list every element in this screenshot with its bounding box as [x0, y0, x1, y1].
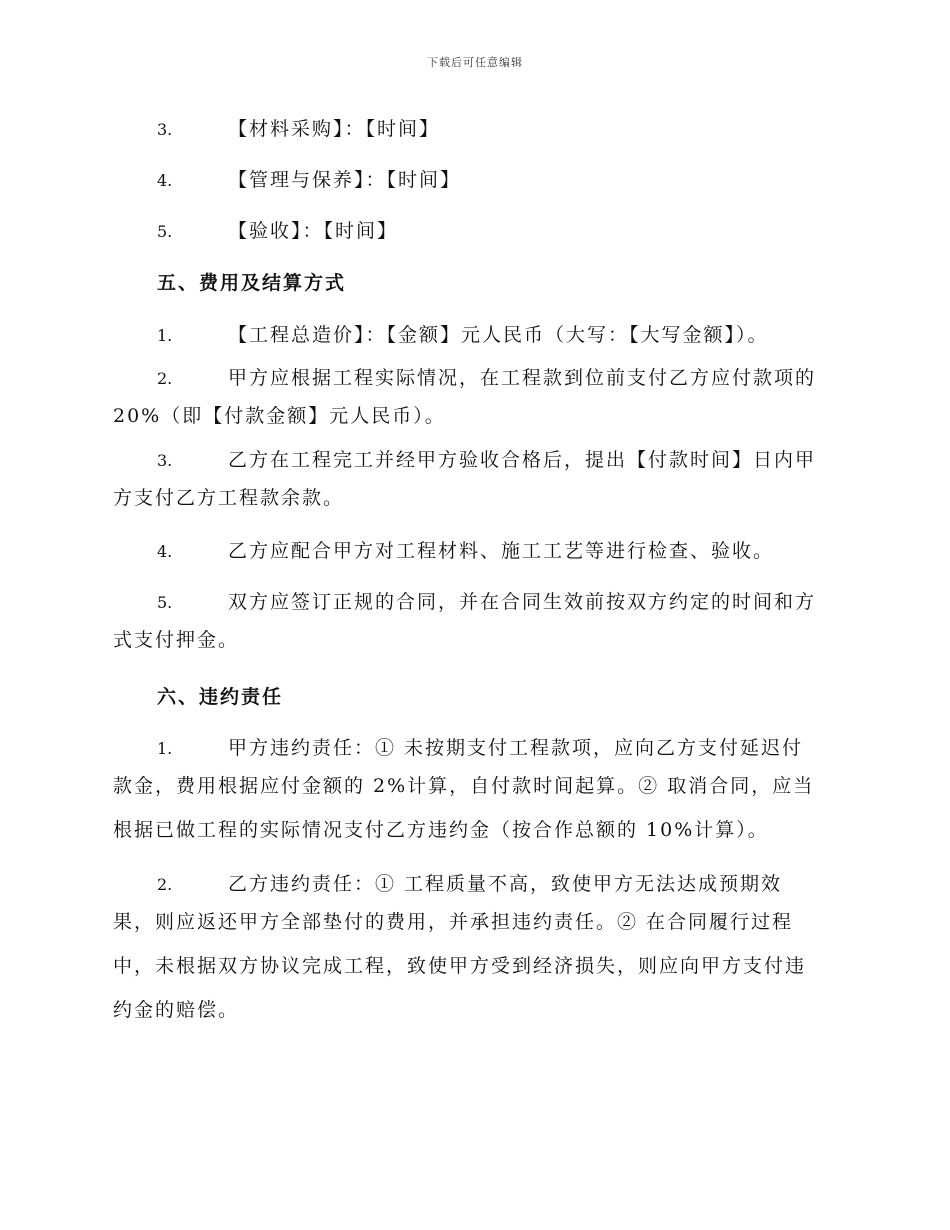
- fee-item: [157, 320, 835, 354]
- item-text: 乙方在工程完工并经甲方验收合格后，提出【付款时间】日内甲: [228, 449, 817, 471]
- schedule-item: [157, 165, 835, 199]
- item-text: 【管理与保养】：【时间】: [228, 169, 462, 191]
- liability-item: [113, 869, 835, 1032]
- item-number: 1.: [157, 739, 173, 758]
- item-text: 【验收】：【时间】: [228, 220, 399, 242]
- item-number: 5.: [157, 593, 173, 612]
- fee-item-first-line: [157, 587, 835, 621]
- item-number: 4.: [157, 171, 173, 190]
- liability-item: [113, 733, 835, 852]
- item-continuation: 约金的赔偿。: [113, 999, 240, 1021]
- item-continuation: 方支付乙方工程款余款。: [113, 487, 345, 509]
- item-continuation: 款金，费用根据应付金额的 2%计算，自付款时间起算。② 取消合同，应当: [113, 775, 815, 797]
- item-text: 双方应签订正规的合同，并在合同生效前按双方约定的时间和方: [228, 591, 817, 613]
- fee-item: [157, 536, 835, 570]
- liability-item-first-line: [157, 869, 835, 903]
- item-number: 5.: [157, 222, 173, 241]
- item-text: 【工程总造价】：【金额】元人民币（大写：【大写金额】）。: [228, 324, 769, 346]
- item-continuation: 式支付押金。: [113, 629, 240, 651]
- schedule-item: [157, 216, 835, 250]
- item-continuation: 根据已做工程的实际情况支付乙方违约金（按合作总额的 10%计算）。: [113, 819, 769, 841]
- fee-item: [113, 587, 835, 662]
- item-number: 2.: [157, 369, 173, 388]
- item-number: 2.: [157, 875, 173, 894]
- item-text: 【材料采购】：【时间】: [228, 118, 441, 140]
- schedule-item: [157, 114, 835, 148]
- item-continuation: 果，则应返还甲方全部垫付的费用，并承担违约责任。② 在合同履行过程: [113, 911, 794, 933]
- item-number: 3.: [157, 120, 173, 139]
- item-continuation: 中，未根据双方协议完成工程，致使甲方受到经济损失，则应向甲方支付违: [113, 955, 807, 977]
- fee-item: [113, 445, 835, 520]
- item-text: 乙方应配合甲方对工程材料、施工工艺等进行检查、验收。: [228, 540, 775, 562]
- liability-item-first-line: [157, 733, 835, 767]
- fee-item-first-line: [157, 363, 835, 397]
- item-continuation: 20%（即【付款金额】元人民币）。: [113, 405, 446, 427]
- section-heading: 六、违约责任: [157, 686, 284, 708]
- item-text: 甲方应根据工程实际情况，在工程款到位前支付乙方应付款项的: [228, 367, 817, 389]
- document-body: [113, 110, 835, 1032]
- item-text: 乙方违约责任：① 工程质量不高，致使甲方无法达成预期效: [228, 873, 783, 895]
- section-heading: 五、费用及结算方式: [157, 272, 347, 294]
- item-number: 1.: [157, 326, 173, 345]
- page-header: 下载后可任意编辑: [427, 56, 523, 69]
- item-text: 甲方违约责任：① 未按期支付工程款项，应向乙方支付延迟付: [228, 737, 804, 759]
- fee-item: [113, 363, 835, 438]
- item-number: 4.: [157, 542, 173, 561]
- fee-item-first-line: [157, 445, 835, 479]
- item-number: 3.: [157, 451, 173, 470]
